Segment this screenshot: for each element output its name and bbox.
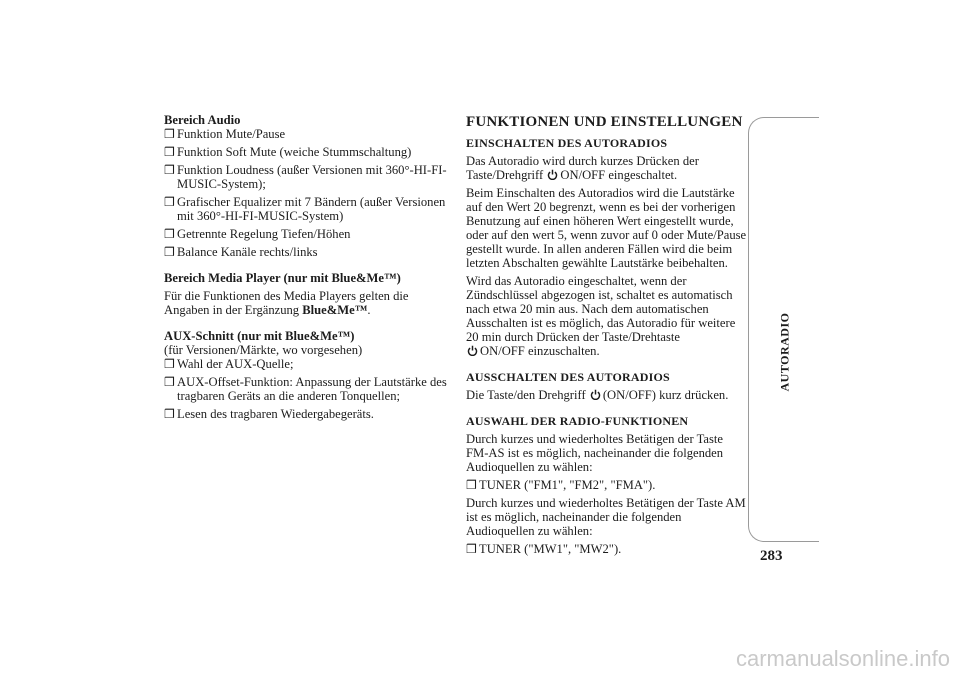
on-paragraph-2: Beim Einschalten des Autoradios wird die Lautstärke auf den Wert 20 begrenzt, wenn es bei der vorherigen Benutzung auf einen höheren Wert eingestellt wurde, oder auf den wert 5, wenn zuvor auf 0 oder Mute/Pause gestellt wurde. In allen anderen Fällen wird die beim letzten Abschalten gewählte Lautstärke beibehalten. <box>466 186 747 270</box>
page-number: 283 <box>760 548 783 564</box>
power-icon <box>547 169 558 180</box>
checkbox-bullet-icon: ❒ <box>164 357 175 371</box>
right-column <box>466 113 748 556</box>
checkbox-bullet-icon: ❒ <box>164 227 175 241</box>
list-item-text: Funktion Mute/Pause <box>177 127 286 141</box>
checkbox-bullet-icon: ❒ <box>466 542 477 556</box>
on-paragraph-1 <box>466 154 748 182</box>
checkbox-bullet-icon: ❒ <box>164 145 175 159</box>
checkbox-bullet-icon: ❒ <box>164 245 175 259</box>
selection-heading: AUSWAHL DER RADIO-FUNKTIONEN <box>466 414 689 428</box>
list-item <box>164 375 454 403</box>
aux-heading: AUX-Schnitt (nur mit Blue&Me™) <box>164 329 355 343</box>
list-item-text: Grafischer Equalizer mit 7 Bändern (außer Versionen mit 360°-HI-FI-MUSIC-System) <box>177 195 446 223</box>
list-item <box>164 195 454 223</box>
list-item-text: TUNER ("MW1", "MW2"). <box>479 542 622 556</box>
checkbox-bullet-icon: ❒ <box>164 407 175 421</box>
list-item <box>164 163 454 191</box>
list-item <box>164 245 454 259</box>
power-icon <box>590 389 601 400</box>
list-item <box>164 145 454 159</box>
chapter-label: AUTORADIO <box>777 312 792 392</box>
checkbox-bullet-icon: ❒ <box>164 195 175 209</box>
list-item-text: Getrennte Regelung Tiefen/Höhen <box>177 227 351 241</box>
media-text <box>164 289 454 317</box>
on-heading: EINSCHALTEN DES AUTORADIOS <box>466 136 668 150</box>
list-item <box>164 357 454 371</box>
list-item-text: AUX-Offset-Funktion: Anpassung der Lautstärke des tragbaren Geräts an die anderen Tonquellen; <box>177 375 447 403</box>
on-p1-text: Das Autoradio wird durch kurzes Drücken der Taste/Drehgriff <box>466 154 699 182</box>
list-item-text: Funktion Soft Mute (weiche Stummschaltung) <box>177 145 412 159</box>
media-heading: Bereich Media Player (nur mit Blue&Me™) <box>164 271 401 285</box>
power-icon <box>467 345 478 356</box>
checkbox-bullet-icon: ❒ <box>164 375 175 389</box>
media-text-end: . <box>367 303 371 317</box>
on-paragraph-3 <box>466 274 748 358</box>
list-item <box>164 407 454 421</box>
list-item <box>164 127 454 141</box>
selection-paragraph-2: Durch kurzes und wiederholtes Betätigen der Taste AM ist es möglich, nacheinander die folgenden Audioquellen zu wählen: <box>466 496 746 538</box>
aux-list <box>164 357 454 421</box>
left-column <box>164 113 454 421</box>
list-item <box>466 542 748 556</box>
list-item <box>164 227 454 241</box>
on-p1-text-end: ON/OFF eingeschaltet. <box>560 168 678 182</box>
media-text-main: Für die Funktionen des Media Players gelten die Angaben in der Ergänzung <box>164 289 409 317</box>
section-title: FUNKTIONEN UND EINSTELLUNGEN <box>466 114 743 130</box>
list-item-text: Lesen des tragbaren Wiedergabegeräts. <box>177 407 374 421</box>
audio-list <box>164 127 454 259</box>
off-text: Die Taste/den Drehgriff <box>466 388 589 402</box>
on-p3-text-end: ON/OFF einzuschalten. <box>480 344 600 358</box>
list-item-text: Funktion Loudness (außer Versionen mit 360°-HI-FI-MUSIC-System); <box>177 163 447 191</box>
on-p3-text: Wird das Autoradio eingeschaltet, wenn der Zündschlüssel abgezogen ist, schaltet es automatisch nach etwa 20 min aus. Nach dem automatischen Ausschalten ist es möglich, das Autoradio für weitere 20 min durch Drücken der Taste/Drehtaste <box>466 274 736 344</box>
off-heading: AUSSCHALTEN DES AUTORADIOS <box>466 370 670 384</box>
selection-paragraph-1: Durch kurzes und wiederholtes Betätigen der Taste FM-AS ist es möglich, nacheinander die folgenden Audioquellen zu wählen: <box>466 432 724 474</box>
checkbox-bullet-icon: ❒ <box>466 478 477 492</box>
aux-subheading: (für Versionen/Märkte, wo vorgesehen) <box>164 343 363 357</box>
audio-heading: Bereich Audio <box>164 113 241 127</box>
list-item <box>466 478 748 492</box>
checkbox-bullet-icon: ❒ <box>164 127 175 141</box>
watermark: carmanualsonline.info <box>735 646 950 671</box>
list-item-text: Wahl der AUX-Quelle; <box>177 357 294 371</box>
off-paragraph <box>466 388 748 402</box>
checkbox-bullet-icon: ❒ <box>164 163 175 177</box>
media-text-bold: Blue&Me™ <box>302 303 368 317</box>
off-text-end: (ON/OFF) kurz drücken. <box>602 388 729 402</box>
list-item-text: TUNER ("FM1", "FM2", "FMA"). <box>479 478 656 492</box>
list-item-text: Balance Kanäle rechts/links <box>177 245 318 259</box>
